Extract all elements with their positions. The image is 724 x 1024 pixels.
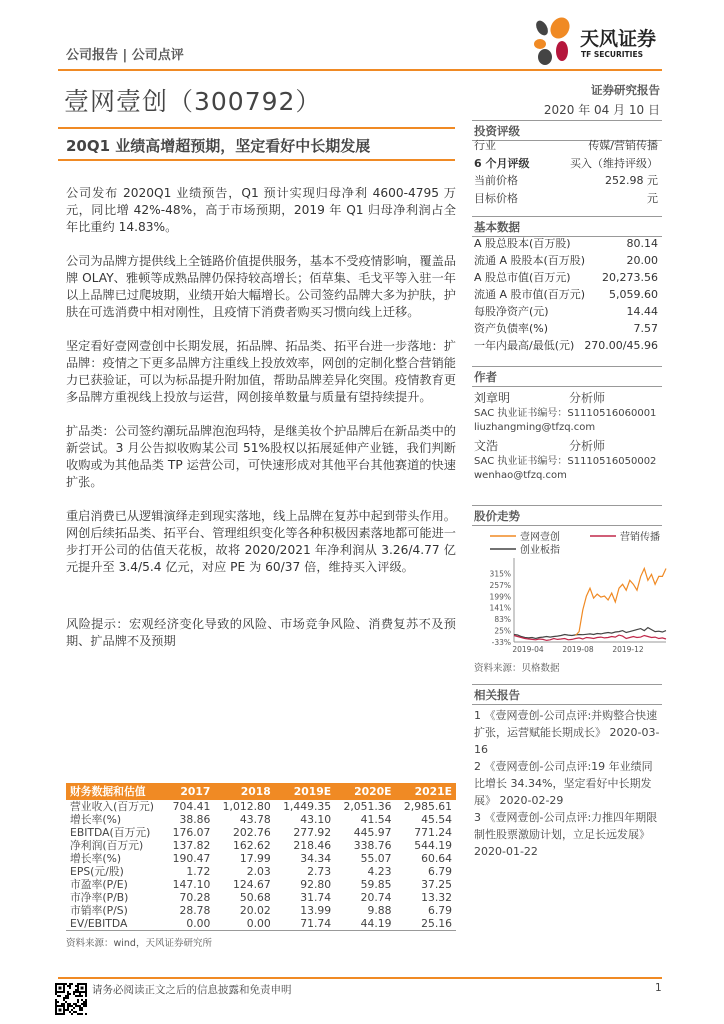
table-cell: 营业收入(百万元) [70, 800, 155, 813]
table-cell: 60.64 [421, 852, 452, 865]
table-source: 资料来源：wind，天风证券研究所 [66, 938, 212, 949]
y-tick-label: -33% [491, 638, 511, 647]
basic-row [472, 338, 662, 354]
breadcrumb: 公司报告 | 公司点评 [66, 48, 184, 63]
table-cell: 市盈率(P/E) [70, 878, 128, 891]
logo-sub: TF SECURITIES [581, 50, 643, 59]
y-tick-label: 199% [489, 592, 511, 602]
column-header: 2018 [214, 783, 274, 800]
table-cell: 70.28 [179, 891, 211, 904]
basic-value: 270.00/45.96 [584, 339, 658, 352]
series-line [514, 628, 666, 639]
y-tick-label: 83% [494, 615, 511, 625]
table-cell: 34.34 [300, 852, 332, 865]
table-cell: 13.32 [421, 891, 452, 904]
column-header: 2017 [165, 783, 214, 800]
table-cell: 162.62 [232, 839, 271, 852]
table-cell: 37.25 [421, 878, 452, 891]
subtitle: 20Q1 业绩高增超预期，坚定看好中长期发展 [66, 137, 371, 155]
basic-row [472, 304, 662, 320]
table-row [66, 891, 456, 904]
author-email[interactable]: wenhao@tfzq.com [474, 470, 567, 481]
basic-label: 一年内最高/最低(元) [474, 339, 575, 352]
column-header: 2019E [275, 783, 335, 800]
table-cell: 137.82 [172, 839, 211, 852]
logo-name: 天风证券 [580, 28, 657, 50]
price-chart-heading: 股价走势 [472, 505, 662, 526]
table-cell: 6.79 [427, 904, 452, 917]
table-cell: 净利润(百万元) [70, 839, 144, 852]
author-1: 刘章明 分析师 SAC 执业证书编号：S1110516060001 liuzhangming@tfzq.com [472, 391, 662, 435]
qr-code-icon [55, 983, 87, 1015]
table-cell: 4.23 [367, 865, 392, 878]
table-cell: 38.86 [179, 813, 211, 826]
table-cell: 31.74 [300, 891, 332, 904]
related-report[interactable]: 2 《壹网壹创-公司点评:19 年业绩同比增长 34.34%，坚定看好中长期发展》 2020-02-29 [474, 760, 653, 807]
basic-value: 20.00 [626, 254, 658, 267]
rating-label: 当前价格 [474, 174, 518, 187]
table-cell: 0.00 [214, 917, 274, 931]
table-cell: 1,012.80 [222, 800, 271, 813]
table-cell: 28.78 [179, 904, 211, 917]
table-cell: 176.07 [172, 826, 211, 839]
table-cell: 9.88 [367, 904, 392, 917]
basic-row [472, 321, 662, 337]
table-cell: 45.54 [421, 813, 452, 826]
basic-label: 每股净资产(元) [474, 305, 549, 318]
chart-source: 资料来源：贝格数据 [474, 663, 560, 674]
table-cell: 1.72 [186, 865, 211, 878]
basic-value: 80.14 [626, 237, 658, 250]
table-cell: 44.19 [335, 917, 395, 931]
table-row [66, 917, 456, 931]
basic-value: 7.57 [633, 322, 658, 335]
report-date: 2020 年 04 月 10 日 [543, 103, 660, 117]
disclaimer: 请务必阅读正文之后的信息披露和免责申明 [92, 984, 292, 996]
table-cell: 43.78 [239, 813, 271, 826]
report-body [66, 185, 456, 667]
column-header: 财务数据和估值 [66, 783, 165, 800]
table-cell: 2.03 [246, 865, 271, 878]
table-cell: 445.97 [353, 826, 392, 839]
table-cell: 71.74 [275, 917, 335, 931]
financial-table [66, 783, 456, 931]
paragraph-brands: 公司为品牌方提供线上全链路价值提供服务，基本不受疫情影响，覆盖品牌 OLAY、雅顿等成熟品牌仍保持较高增长；佰草集、毛戈平等入驻一年以上品牌已过爬坡期，业绩开始大幅增长。公司签约品牌大多为护肤，护肤在可选消费中相对刚性，且疫情下消费者购买习惯向线上迁移。 [66, 254, 456, 319]
table-row [66, 813, 456, 826]
rating-label: 目标价格 [474, 191, 518, 205]
table-cell: 2,985.61 [403, 800, 452, 813]
table-cell: 2,051.36 [343, 800, 392, 813]
company-logo [520, 14, 670, 66]
table-cell: 147.10 [172, 878, 211, 891]
page-title: 壹网壹创（300792） [64, 87, 322, 116]
table-cell: 59.85 [360, 878, 392, 891]
paragraph-q1: 公司发布 2020Q1 业绩预告，Q1 预计实现归母净利 4600-4795 万元，同比增 42%-48%，高于市场预期，2019 年 Q1 归母净利润占全年比重约 14.83%。 [66, 186, 456, 234]
table-cell: 增长率(%) [70, 813, 122, 826]
price-chart [470, 528, 670, 656]
table-row [66, 852, 456, 865]
rating-row [472, 191, 662, 207]
table-cell: 338.76 [353, 839, 392, 852]
page-number: 1 [655, 982, 662, 994]
logo-icon [520, 14, 580, 66]
basic-value: 5,059.60 [609, 288, 658, 301]
x-tick-label: 2019-12 [612, 645, 644, 654]
rating-row [472, 173, 662, 189]
table-cell: 124.67 [232, 878, 271, 891]
rating-value: 传媒/营销传播 [588, 139, 658, 152]
y-tick-label: 257% [489, 580, 511, 590]
paragraph-valuation: 重启消费已从逻辑演绎走到现实落地，线上品牌在复苏中起到带头作用。网创后续拓品类、拓平台、管理组织变化等各种积极因素落地都可能进一步打开公司的估值天花板，故将 2020/2021 年净利润从 3.26/4.77 亿元提升至 3.4/5.4 亿元，对应 PE 为 60/37 倍，维持买入评级。 [66, 509, 456, 574]
table-cell: 92.80 [300, 878, 332, 891]
table-cell: 202.76 [232, 826, 271, 839]
table-cell: 13.99 [300, 904, 332, 917]
y-tick-label: 315% [489, 569, 511, 579]
table-cell: 市净率(P/B) [70, 891, 129, 904]
y-tick-label: 25% [494, 626, 511, 636]
x-tick-label: 2019-04 [512, 645, 544, 654]
rating-value: 元 [647, 191, 658, 205]
rating-row [472, 138, 662, 154]
paragraph-outlook: 坚定看好壹网壹创中长期发展，拓品牌、拓品类、拓平台进一步落地：扩品牌：疫情之下更多品牌方注重线上投放效率，网创的定制化整合营销能力已获验证，可以为标品提升附加值，帮助品牌差异化突围。疫情教育更多品牌方重视线上投放与运营，网创接单数量与质量有望持续提升。 [66, 339, 456, 404]
table-cell: 704.41 [172, 800, 211, 813]
table-row [66, 904, 456, 917]
table-header [66, 783, 456, 800]
basic-label: 资产负债率(%) [474, 322, 549, 335]
table-cell: 市销率(P/S) [70, 904, 128, 917]
basic-row [472, 236, 662, 252]
table-cell: 190.47 [172, 852, 211, 865]
table-cell: 50.68 [239, 891, 271, 904]
table-cell: 544.19 [414, 839, 452, 852]
rating-label: 6 个月评级 [474, 156, 530, 170]
rating-row [472, 156, 662, 172]
legend-label: 营销传播 [620, 532, 660, 543]
table-cell: 0.00 [165, 917, 214, 931]
table-cell: 20.02 [239, 904, 271, 917]
legend-label: 创业板指 [520, 545, 560, 556]
table-cell: 277.92 [293, 826, 332, 839]
table-row [66, 839, 456, 852]
table-cell: 1,449.35 [283, 800, 332, 813]
table-cell: 2.73 [307, 865, 332, 878]
rating-value: 252.98 元 [605, 174, 658, 187]
report-type: 证券研究报告 [591, 83, 660, 97]
basic-row [472, 270, 662, 286]
table-cell: 增长率(%) [70, 852, 122, 865]
basic-label: 流通 A 股股本(百万股) [474, 254, 586, 267]
basic-label: 流通 A 股市值(百万元) [474, 288, 586, 301]
related-heading: 相关报告 [472, 684, 662, 705]
y-tick-label: 141% [489, 603, 511, 613]
table-cell: EV/EBITDA [66, 917, 165, 931]
table-cell: EPS(元/股) [70, 865, 124, 878]
table-cell: 55.07 [360, 852, 392, 865]
column-header: 2021E [396, 783, 456, 800]
paragraph-category: 扩品类：公司签约潮玩品牌泡泡玛特，是继美妆个护品牌后在新品类中的新尝试。3 月公告拟收购某公司 51%股权以拓展延伸产业链，我们判断收购或为其他品类 TP 运营公司，可快速形成对其他平台其他赛道的快速扩张。 [66, 424, 456, 489]
basic-row [472, 287, 662, 303]
rating-label: 行业 [474, 139, 496, 152]
basic-label: A 股总股本(百万股) [474, 237, 571, 250]
table-row [66, 826, 456, 839]
table-cell: 6.79 [427, 865, 452, 878]
rating-heading: 投资评级 [472, 120, 662, 141]
basic-value: 20,273.56 [602, 271, 658, 284]
table-row [66, 800, 456, 813]
paragraph-risk: 风险提示：宏观经济变化导致的风险、市场竞争风险、消费复苏不及预期、扩品牌不及预期 [66, 617, 456, 648]
table-cell: 771.24 [414, 826, 452, 839]
table-row [66, 865, 456, 878]
related-report[interactable]: 3 《壹网壹创-公司点评:力推四年期限制性股票激励计划，立足长远发展》 2020-01-22 [474, 811, 658, 858]
rating-value: 买入（维持评级） [570, 156, 658, 170]
basic-label: A 股总市值(百万元) [474, 271, 571, 284]
table-cell: 41.54 [360, 813, 392, 826]
right-column [472, 366, 662, 860]
table-cell: 218.46 [293, 839, 332, 852]
series-line [576, 569, 667, 636]
basic-data-heading: 基本数据 [472, 216, 662, 237]
legend-label: 壹网壹创 [520, 532, 560, 543]
table-cell: 25.16 [396, 917, 456, 931]
author-2: 文浩 分析师 SAC 执业证书编号：S1110516050002 wenhao@tfzq.com [472, 439, 662, 483]
basic-row [472, 253, 662, 269]
table-cell: 43.10 [300, 813, 332, 826]
table-cell: 20.74 [360, 891, 392, 904]
table-row [66, 878, 456, 891]
authors-heading: 作者 [472, 366, 662, 387]
financial-section [66, 783, 456, 949]
x-tick-label: 2019-08 [562, 645, 594, 654]
basic-value: 14.44 [626, 305, 658, 318]
column-header: 2020E [335, 783, 395, 800]
table-cell: EBITDA(百万元) [70, 826, 151, 839]
related-report[interactable]: 1 《壹网壹创-公司点评:并购整合快速扩张，运营赋能长期成长》 2020-03-16 [474, 709, 660, 756]
table-cell: 17.99 [239, 852, 271, 865]
author-email[interactable]: liuzhangming@tfzq.com [474, 422, 596, 433]
